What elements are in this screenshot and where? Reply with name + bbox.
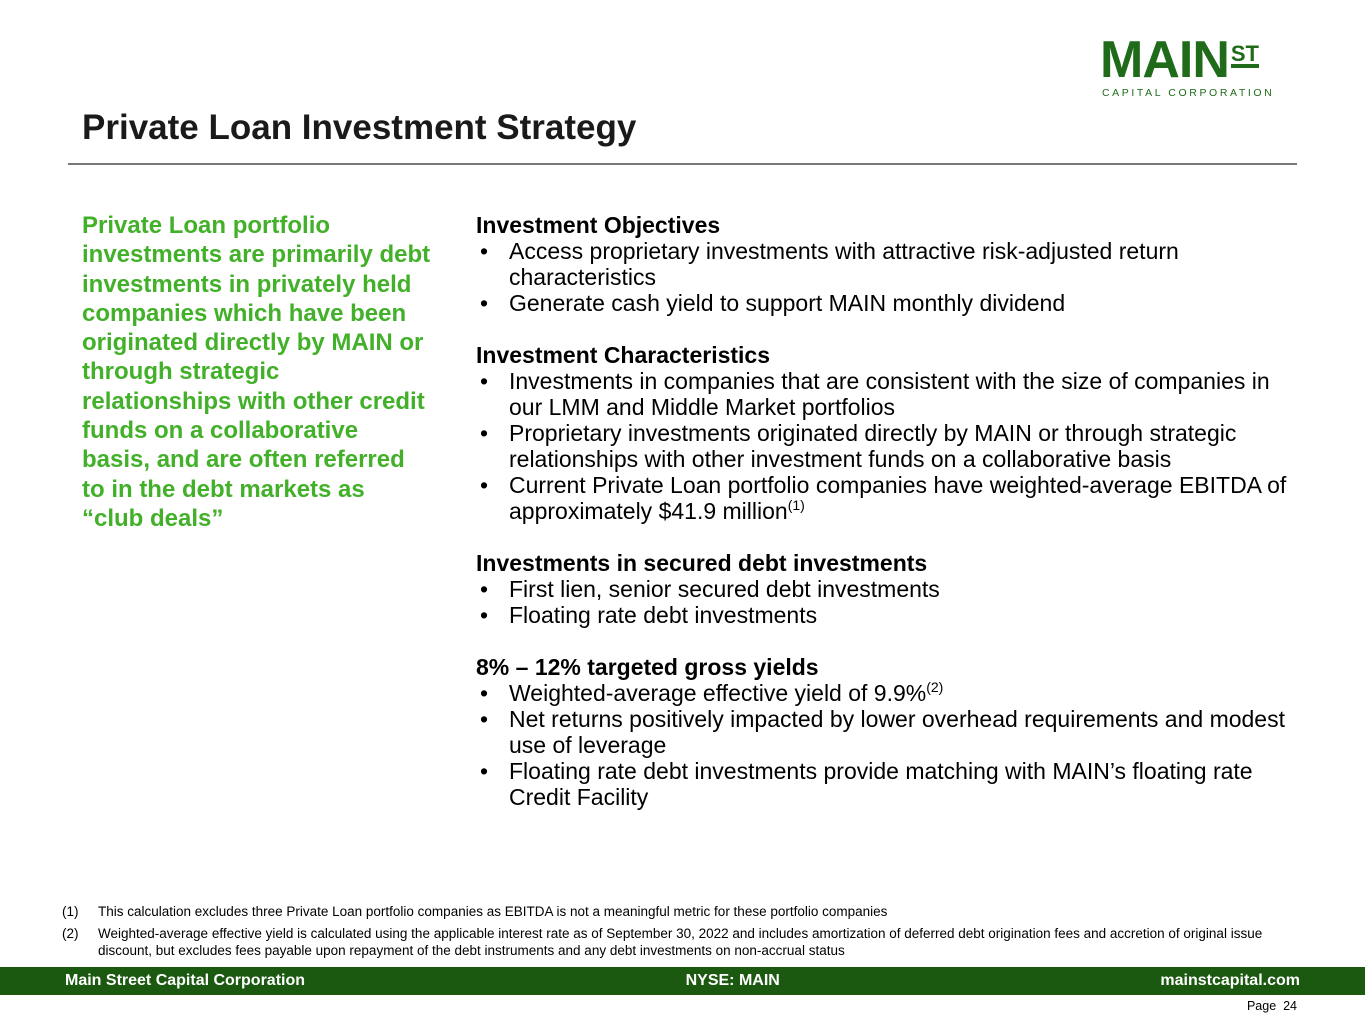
logo-st: ST: [1230, 41, 1259, 66]
lead-summary: Private Loan portfolio investments are primarily debt investments in privately held companies which have been originated directly by MAIN or through strategic relationships with other credit funds on a collaborative basis, and are often referred to in the debt markets as “club deals”: [82, 212, 431, 532]
bullet: • Floating rate debt investments: [476, 602, 1296, 628]
footnote: [62, 903, 1302, 920]
section-heading: Investments in secured debt investments: [476, 550, 928, 576]
strategy-sections: [476, 212, 1296, 836]
section-heading: Investment Characteristics: [476, 342, 771, 368]
footnote-text: This calculation excludes three Private Loan portfolio companies as EBITDA is not a meaningful metric for these portfolio companies: [98, 904, 888, 919]
title-divider: [68, 163, 1297, 165]
bullet: • Generate cash yield to support MAIN monthly dividend: [476, 290, 1296, 316]
bullet: • Floating rate debt investments provide matching with MAIN’s floating rate Credit Facility: [476, 758, 1296, 810]
footer-bar: [0, 967, 1365, 995]
footer-ticker: NYSE: MAIN: [685, 972, 780, 989]
footnotes: [62, 903, 1302, 964]
footnote-text: Weighted-average effective yield is calculated using the applicable interest rate as of September 30, 2022 and includes amortization of deferred debt origination fees and accretion of original issue discount, but excludes fees payable upon repayment of the debt instruments and any debt investments on non-accrual status: [98, 926, 1263, 958]
bullet-text: Current Private Loan portfolio companies have weighted-average EBITDA of approximately $41.9 million: [509, 472, 1287, 524]
bullet: • Investments in companies that are consistent with the size of companies in our LMM and Middle Market portfolios: [476, 368, 1296, 420]
company-logo: [1100, 31, 1280, 99]
footnote: [62, 925, 1302, 959]
bullet: • Access proprietary investments with attractive risk-adjusted return characteristics: [476, 238, 1296, 290]
footnote-ref: (1): [787, 497, 805, 513]
footnote-ref: (2): [926, 679, 944, 695]
section-heading: 8% – 12% targeted gross yields: [476, 654, 819, 680]
bullet-text: Weighted-average effective yield of 9.9%: [509, 680, 927, 706]
logo-main: MAIN: [1100, 31, 1229, 89]
bullet: • Net returns positively impacted by lower overhead requirements and modest use of leverage: [476, 706, 1296, 758]
logo-subtitle: CAPITAL CORPORATION: [1102, 87, 1275, 99]
bullet: [476, 472, 1296, 524]
page-number: Page 24: [1246, 999, 1297, 1013]
bullet: • Proprietary investments originated directly by MAIN or through strategic relationships with other investment funds on a collaborative basis: [476, 420, 1296, 472]
page-title: Private Loan Investment Strategy: [82, 108, 637, 147]
footer-company: Main Street Capital Corporation: [65, 972, 306, 989]
footnote-number: (1): [62, 904, 79, 919]
section-heading: Investment Objectives: [476, 212, 721, 238]
bullet: • First lien, senior secured debt investments: [476, 576, 1296, 602]
footer-website: mainstcapital.com: [1160, 972, 1300, 989]
footnote-number: (2): [62, 926, 79, 941]
bullet: [476, 680, 1296, 706]
